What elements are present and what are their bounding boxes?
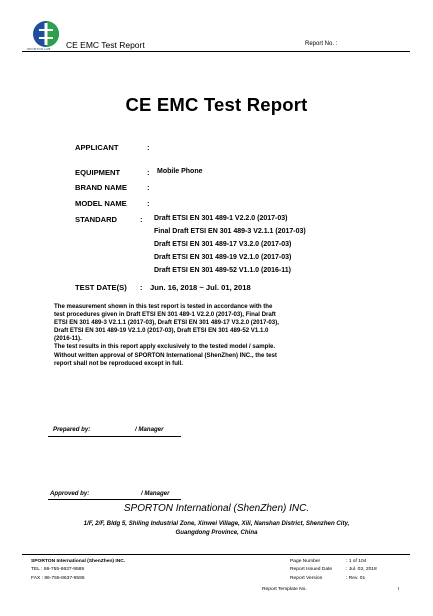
header-divider [22,51,410,52]
approved-by-label: Approved by: [50,490,90,497]
footer-version-value: : Rev. 01 [346,576,366,581]
prepared-signature-line [48,436,181,437]
test-dates-value: Jun. 16, 2018 ~ Jul. 01, 2018 [150,283,251,292]
test-dates-colon: : [140,283,143,292]
standard-item: Draft ETSI EN 301 489-17 V3.2.0 (2017-03) [154,241,292,248]
footer-issued-date-value: : Jul. 03, 2018 [346,567,377,572]
footer-page-number-label: Page Number [290,559,321,564]
statement-line: ETSI EN 301 489-3 V2.1.1 (2017-03), Draft ETSI EN 301 489-17 V3.2.0 (2017-03), [54,319,279,327]
header-title: CE EMC Test Report [66,40,145,50]
footer-company: SPORTON International (ShenZhen) INC. [31,559,126,564]
test-dates-label: TEST DATE(S) [75,283,127,292]
standard-item: Final Draft ETSI EN 301 489-3 V2.1.1 (2017-03) [154,228,306,235]
approved-by-role: / Manager [141,490,170,497]
footer-tel: TEL : 86-755-8637-9589 [31,567,85,572]
standard-item: Draft ETSI EN 301 489-1 V2.2.0 (2017-03) [154,215,288,222]
statement-line: The test results in this report apply exclusively to the tested model / sample. [54,343,276,351]
standard-item: Draft ETSI EN 301 489-52 V1.1.0 (2016-11) [154,267,291,274]
statement-line: Without written approval of SPORTON International (ShenZhen) INC., the test [54,351,277,359]
footer-divider [22,554,410,555]
standard-label: STANDARD [75,215,118,224]
statement-line: report shall not be reproduced except in full. [54,359,184,367]
standard-colon: : [140,215,143,224]
approved-signature-line [48,499,181,500]
sporton-logo [31,20,61,50]
footer-page-number-value: : 1 of 104 [346,559,367,564]
prepared-by-label: Prepared by: [53,426,91,433]
test-statement [54,303,379,368]
brand-name-label: BRAND NAME [75,183,127,192]
footer-template-value: I [398,587,400,592]
footer-version-label: Report Version [290,576,323,581]
equipment-label: EQUIPMENT [75,168,121,177]
statement-line: (2016-11). [54,335,82,343]
page-title: CE EMC Test Report [125,94,308,115]
prepared-by-role: / Manager [135,426,164,433]
applicant-label: APPLICANT [75,143,119,152]
equipment-colon: : [147,168,150,177]
address-line: 1/F, 2/F, Bldg 5, Shiling Industrial Zone, Xinwei Village, Xili, Nanshan District, Shenzhen City, [83,520,350,527]
address-line: Guangdong Province, China [175,529,258,537]
standard-item: Draft ETSI EN 301 489-19 V2.1.0 (2017-03) [154,254,292,261]
model-name-label: MODEL NAME [75,199,127,208]
footer-template-label: Report Template No. [262,587,307,592]
company-address [0,519,433,538]
logo-caption: SPORTON LAB. [27,47,52,51]
footer-issued-date-label: Report Issued Date [290,567,333,572]
applicant-colon: : [147,143,150,152]
equipment-value: Mobile Phone [157,168,203,175]
brand-name-colon: : [147,183,150,192]
statement-line: The measurement shown in this test report is tested in accordance with the [54,303,273,310]
footer-fax: FAX : 86-755-8637-9595 [31,576,85,581]
header-report-no: Report No. : [305,41,338,47]
statement-line: Draft ETSI EN 301 489-19 V2.1.0 (2017-03), Draft ETSI EN 301 489-52 V1.1.0 [54,327,269,335]
statement-line: test procedures given in Draft ETSI EN 301 489-1 V2.2.0 (2017-03), Final Draft [54,311,276,319]
model-name-colon: : [147,199,150,208]
company-name: SPORTON International (ShenZhen) INC. [123,503,310,514]
